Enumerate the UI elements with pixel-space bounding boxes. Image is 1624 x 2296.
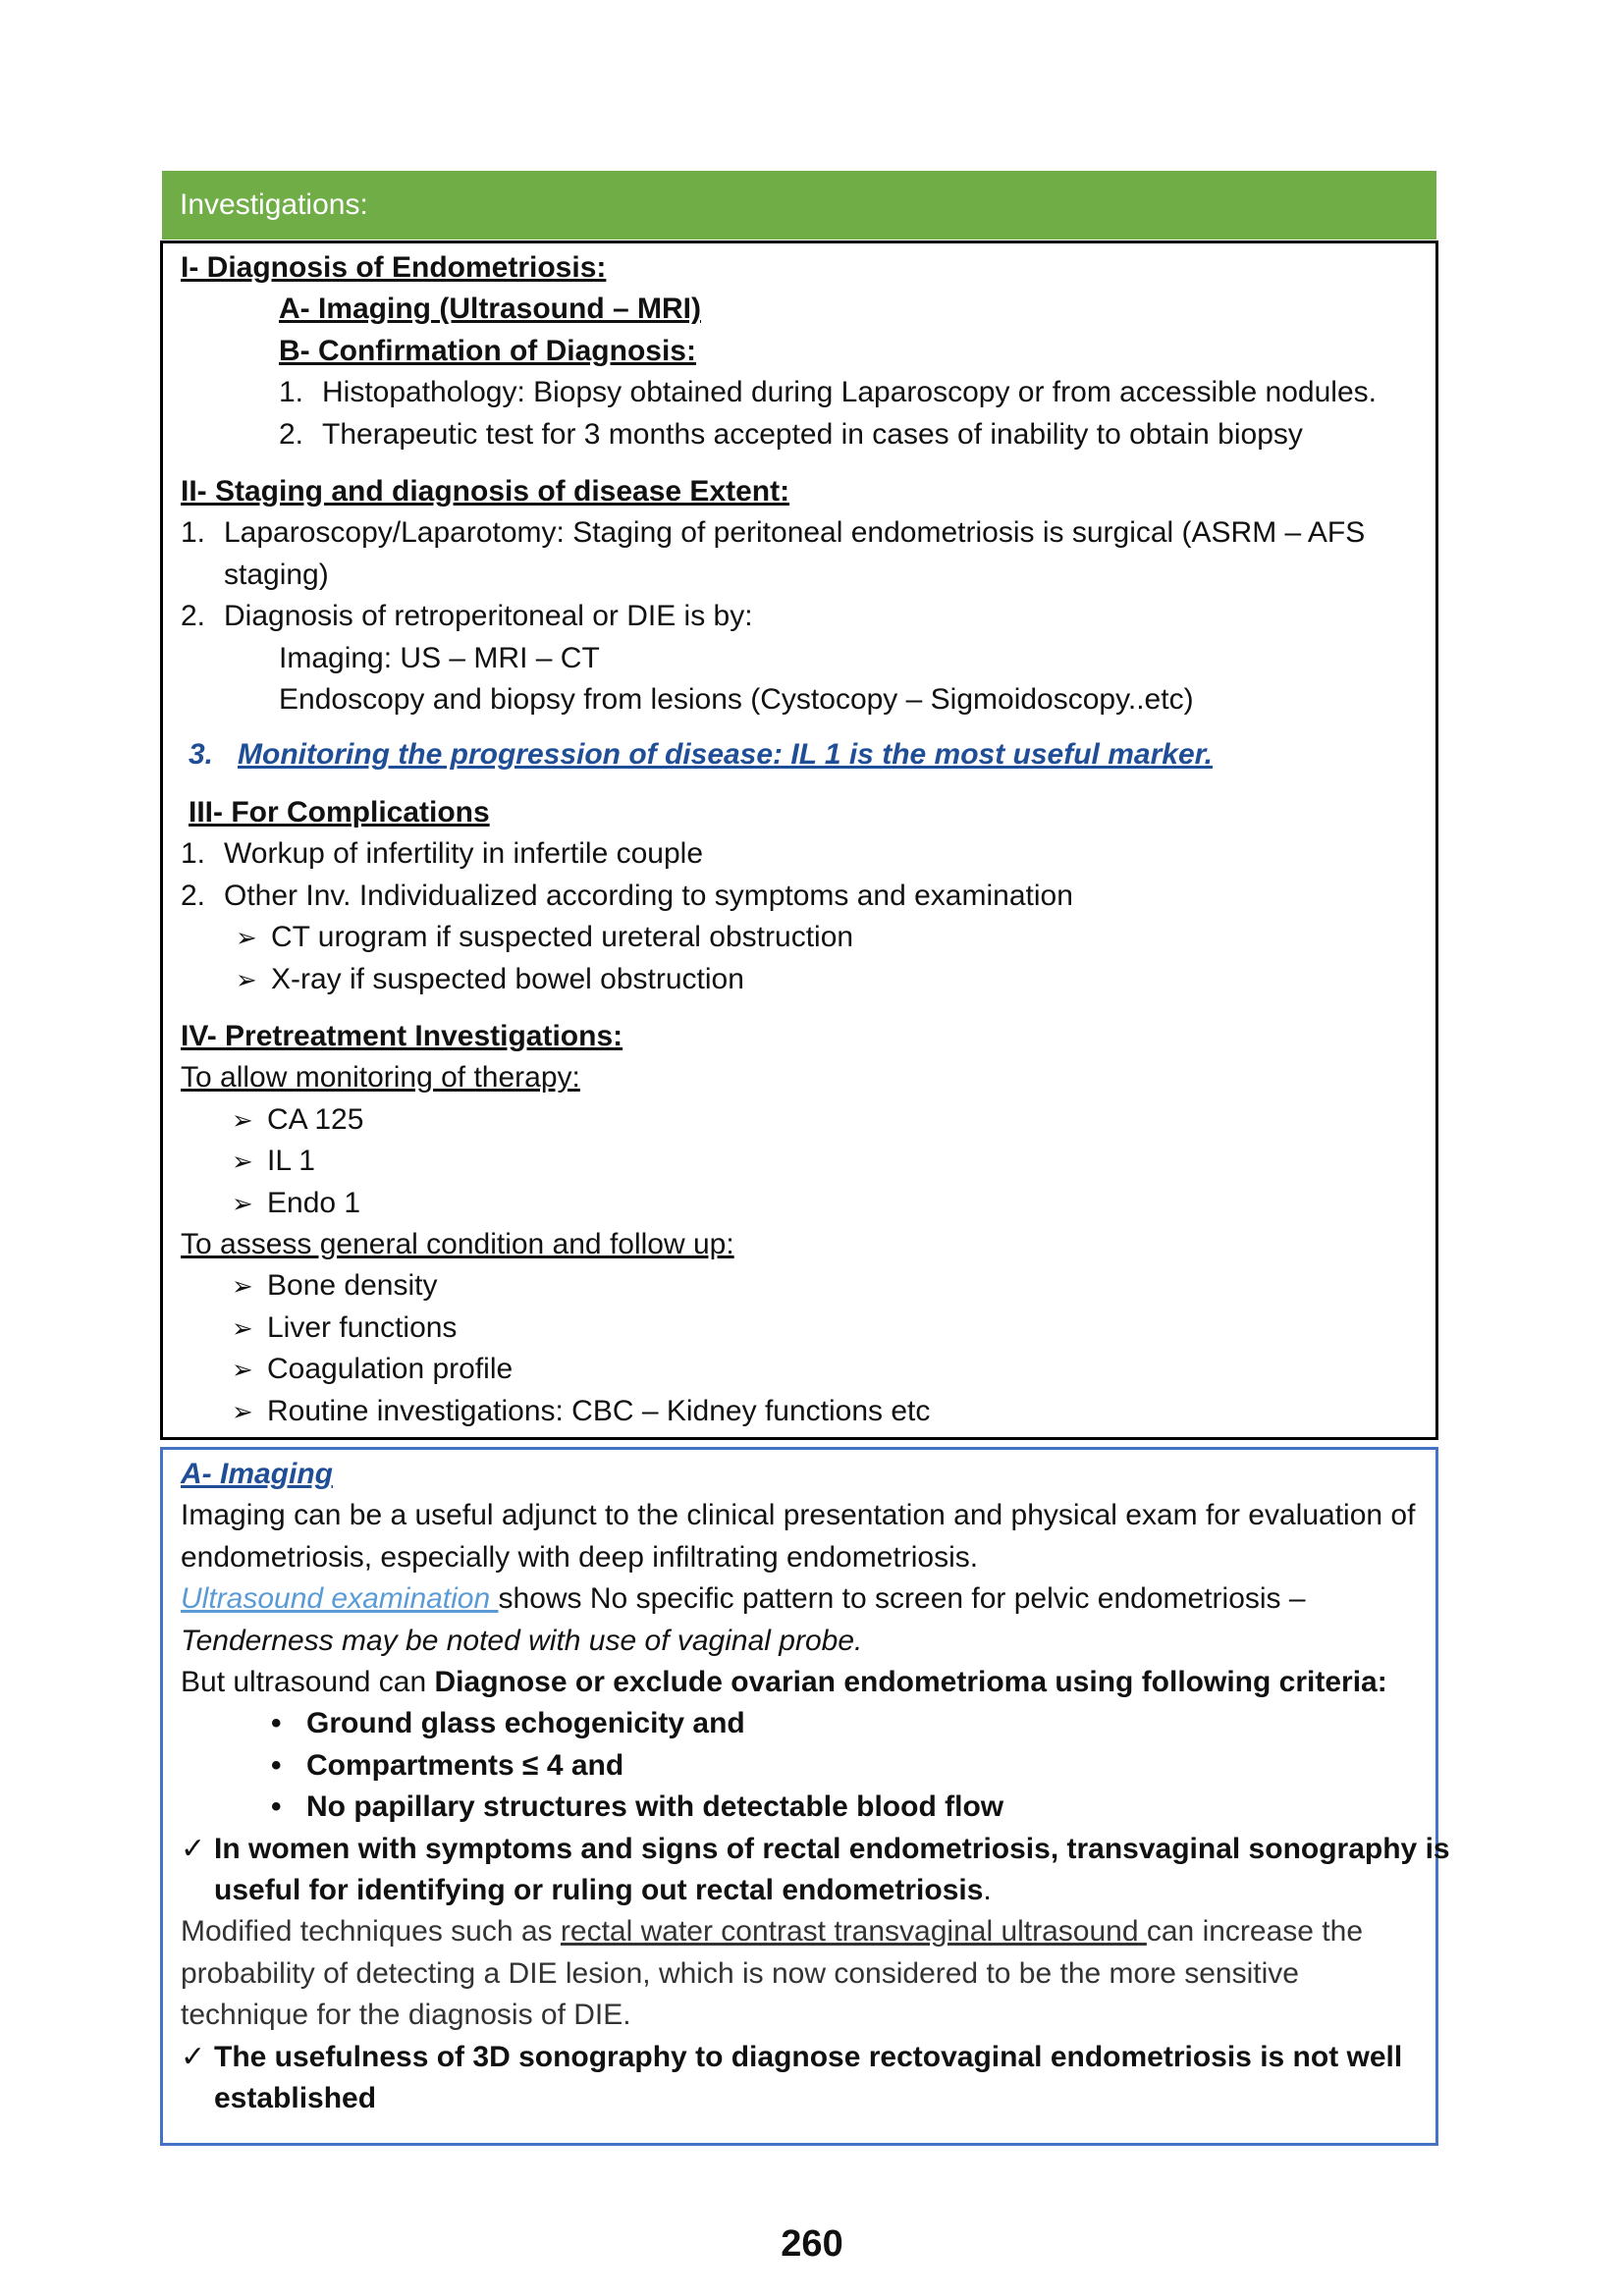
section-3-heading: III- For Complications [189, 795, 490, 828]
section-1-heading: I- Diagnosis of Endometriosis: [181, 251, 607, 284]
list-item [181, 512, 1420, 554]
tenderness-note: Tenderness may be noted with use of vaginal probe. [181, 1624, 863, 1657]
ultrasound-line [181, 1578, 1422, 1620]
sub-item [181, 1141, 1420, 1182]
bullet-icon: • [271, 1748, 282, 1782]
sub-item [181, 959, 1420, 1000]
arrow-bullet-icon: ➢ [232, 1396, 253, 1426]
sub-item-text: CT urogram if suspected ureteral obstruction [271, 921, 854, 954]
ultrasound-text: shows No specific pattern to screen for pelvic endometriosis – [498, 1582, 1306, 1616]
arrow-bullet-icon: ➢ [232, 1188, 253, 1218]
modified-underlined: rectal water contrast transvaginal ultrasound [560, 1915, 1147, 1949]
section-4-heading: IV- Pretreatment Investigations: [181, 1019, 623, 1052]
item-text: Therapeutic test for 3 months accepted in cases of inability to obtain biopsy [322, 417, 1303, 451]
check-text: In women with symptoms and signs of rectal endometriosis, transvaginal sonography is [214, 1832, 1450, 1865]
sub-item [181, 1308, 1420, 1349]
sub-item [181, 1099, 1420, 1141]
list-item [181, 876, 1420, 917]
section-1-sub-a: A- Imaging (Ultrasound – MRI) [279, 293, 701, 326]
list-item [181, 414, 1420, 455]
arrow-bullet-icon: ➢ [232, 1104, 253, 1135]
sub-item [181, 1391, 1420, 1432]
item-number: 1. [181, 837, 206, 871]
arrow-bullet-icon: ➢ [232, 1312, 253, 1343]
item-text: Other Inv. Individualized according to symptoms and examination [224, 879, 1073, 912]
check-continuation: established [214, 2082, 377, 2115]
bullet-icon: • [271, 1790, 282, 1824]
sub-item [181, 1349, 1420, 1390]
group-1-label: To allow monitoring of therapy: [181, 1061, 580, 1095]
item-text: Workup of infertility in infertile couple [224, 837, 703, 871]
criteria-intro [181, 1662, 1422, 1703]
list-item [181, 372, 1420, 413]
page-number: 260 [781, 2223, 843, 2265]
check-end: . [983, 1874, 992, 1907]
sub-item [181, 1183, 1420, 1224]
header-title: Investigations: [180, 188, 368, 221]
item-number: 2. [181, 600, 206, 633]
checkmark-icon: ✓ [181, 1832, 206, 1865]
sub-item-text: Routine investigations: CBC – Kidney functions etc [267, 1394, 931, 1427]
check-item [181, 1829, 1450, 1870]
item-continuation: staging) [224, 558, 329, 591]
list-item [181, 833, 1420, 875]
bullet-icon: • [271, 1707, 282, 1740]
monitoring-item [181, 734, 1420, 775]
list-item [181, 596, 1420, 637]
section-2-heading: II- Staging and diagnosis of disease Extent: [181, 475, 790, 508]
sub-item-text: X-ray if suspected bowel obstruction [271, 962, 744, 995]
investigations-box [160, 240, 1438, 1440]
arrow-bullet-icon: ➢ [236, 923, 257, 953]
criteria-item [181, 1745, 1422, 1787]
item-text: Monitoring the progression of disease: IL 1 is the most useful marker. [238, 738, 1213, 772]
modified-techniques-line [181, 1911, 1422, 1952]
group-2-label: To assess general condition and follow up: [181, 1227, 734, 1260]
check-continuation [181, 1870, 1422, 1911]
sub-item-text: IL 1 [267, 1145, 315, 1178]
imaging-heading: A- Imaging [181, 1458, 333, 1490]
criteria-item [181, 1787, 1422, 1828]
modified-line-2: probability of detecting a DIE lesion, which is now considered to be the more sensitive [181, 1956, 1299, 1990]
item-number: 2. [181, 879, 206, 912]
criteria-text: Ground glass echogenicity and [306, 1707, 745, 1740]
modified-line-3: technique for the diagnosis of DIE. [181, 1999, 631, 2032]
arrow-bullet-icon: ➢ [232, 1355, 253, 1385]
modified-prefix: Modified techniques such as [181, 1915, 561, 1949]
modified-suffix: can increase the [1146, 1915, 1364, 1949]
imaging-paragraph: Imaging can be a useful adjunct to the clinical presentation and physical exam for evaluation of endometriosis, especially with deep infiltrating endometriosis. [181, 1499, 1416, 1574]
item-number: 1. [181, 516, 206, 550]
item-number: 3. [189, 738, 214, 772]
sub-item-text: CA 125 [267, 1102, 364, 1136]
check-text: useful for identifying or ruling out rectal endometriosis [214, 1874, 984, 1907]
imaging-box [160, 1447, 1450, 2146]
checkmark-icon: ✓ [181, 2040, 206, 2073]
sub-item-text: Coagulation profile [267, 1353, 514, 1386]
arrow-bullet-icon: ➢ [236, 964, 257, 994]
sub-item [181, 1265, 1420, 1307]
check-text: The usefulness of 3D sonography to diagnose rectovaginal endometriosis is not well [214, 2040, 1403, 2073]
criteria-text: Compartments ≤ 4 and [306, 1748, 624, 1782]
investigations-header [162, 171, 1436, 240]
criteria-prefix: But ultrasound can [181, 1666, 435, 1699]
sub-item: Imaging: US – MRI – CT [279, 641, 600, 674]
criteria-item [181, 1703, 1422, 1744]
sub-item-text: Endo 1 [267, 1186, 361, 1219]
criteria-bold: Diagnose or exclude ovarian endometrioma using following criteria: [434, 1666, 1387, 1699]
ultrasound-examination-link[interactable]: Ultrasound examination [181, 1582, 499, 1616]
sub-item [181, 917, 1420, 958]
sub-item-text: Liver functions [267, 1310, 458, 1344]
item-text: Laparoscopy/Laparotomy: Staging of peritoneal endometriosis is surgical (ASRM – AFS [224, 516, 1366, 550]
item-number: 1. [279, 376, 304, 409]
sub-item-text: Bone density [267, 1269, 438, 1303]
arrow-bullet-icon: ➢ [232, 1147, 253, 1177]
item-text: Diagnosis of retroperitoneal or DIE is by: [224, 600, 753, 633]
item-number: 2. [279, 417, 304, 451]
sub-item: Endoscopy and biopsy from lesions (Cystocopy – Sigmoidoscopy..etc) [279, 683, 1194, 717]
criteria-text: No papillary structures with detectable blood flow [306, 1790, 1004, 1824]
arrow-bullet-icon: ➢ [232, 1271, 253, 1302]
section-1-sub-b: B- Confirmation of Diagnosis: [279, 334, 696, 367]
check-item [181, 2037, 1422, 2078]
item-text: Histopathology: Biopsy obtained during Laparoscopy or from accessible nodules. [322, 376, 1377, 409]
